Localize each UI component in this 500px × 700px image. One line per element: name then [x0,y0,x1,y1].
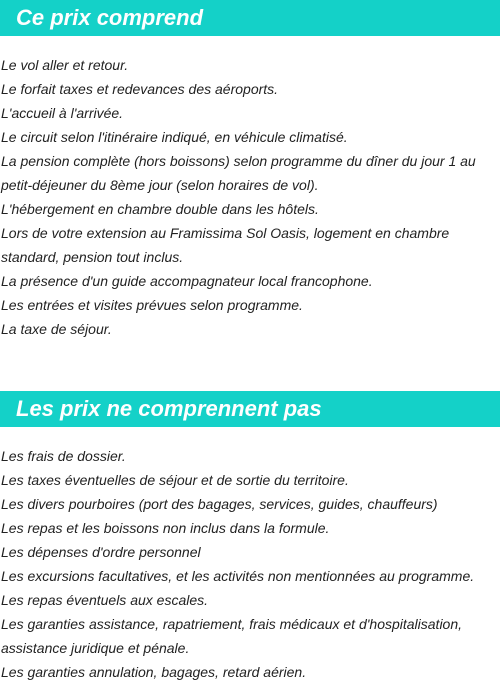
included-items-list [0,53,500,341]
included-item: La taxe de séjour. [1,321,112,337]
excluded-section-header: Les prix ne comprennent pas [0,391,500,427]
excluded-item: Les garanties annulation, bagages, retard aérien. [1,664,307,680]
excluded-item: Les repas éventuels aux escales. [1,592,209,608]
included-item: L'hébergement en chambre double dans les hôtels. [1,201,319,217]
excluded-items-list [0,444,500,684]
excluded-item: Les dépenses d'ordre personnel [1,544,201,560]
included-item: Le circuit selon l'itinéraire indiqué, en véhicule climatisé. [1,129,348,145]
included-item: La pension complète (hors boissons) selon programme du dîner du jour 1 au petit-déjeuner du 8ème jour (selon horaires de vol). [1,153,476,193]
included-item: Le forfait taxes et redevances des aéroports. [1,81,279,97]
included-item: Les entrées et visites prévues selon programme. [1,297,303,313]
included-item: Le vol aller et retour. [1,57,129,73]
excluded-item: Les garanties assistance, rapatriement, frais médicaux et d'hospitalisation, assistance juridique et pénale. [1,616,463,656]
included-section-header: Ce prix comprend [0,0,500,36]
excluded-item: Les frais de dossier. [1,448,126,464]
included-item: L'accueil à l'arrivée. [1,105,124,121]
excluded-item: Les excursions facultatives, et les activités non mentionnées au programme. [1,568,475,584]
included-item: La présence d'un guide accompagnateur local francophone. [1,273,373,289]
included-item: Lors de votre extension au Framissima Sol Oasis, logement en chambre standard, pension tout inclus. [1,225,450,265]
excluded-item: Les divers pourboires (port des bagages, services, guides, chauffeurs) [1,496,438,512]
excluded-item: Les taxes éventuelles de séjour et de sortie du territoire. [1,472,349,488]
excluded-item: Les repas et les boissons non inclus dans la formule. [1,520,330,536]
